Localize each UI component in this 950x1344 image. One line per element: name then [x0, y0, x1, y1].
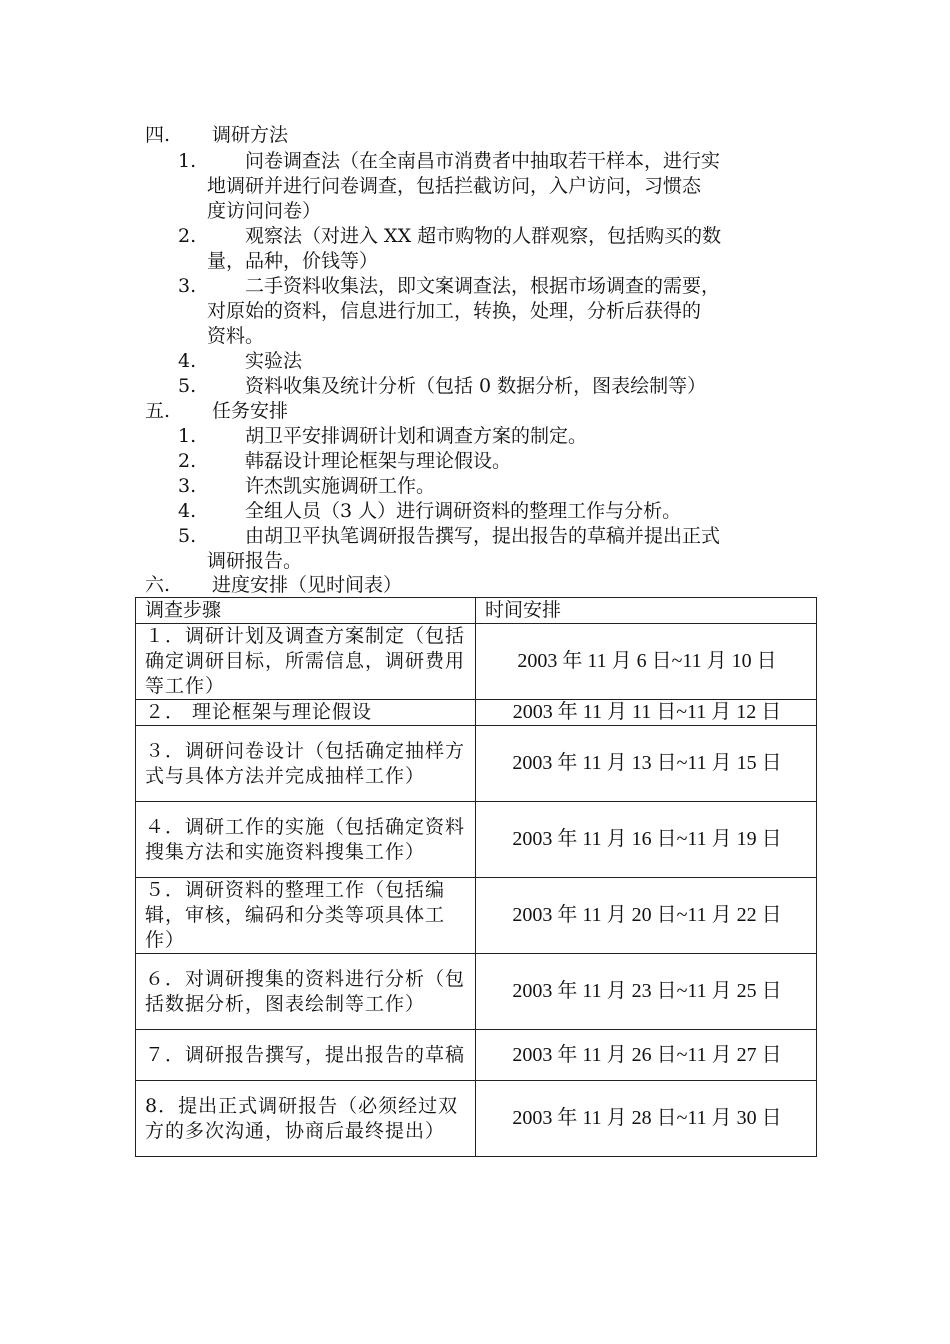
section-number: 五.: [145, 400, 171, 422]
time-cell: 2003 年 11 月 16 日~11 月 19 日: [476, 802, 817, 878]
schedule-table: [135, 597, 817, 1157]
item-text: 许杰凯实施调研工作。: [245, 475, 436, 497]
step-cell: ７．调研报告撰写，提出报告的草稿: [136, 1030, 476, 1081]
item-number: 5.: [178, 525, 197, 547]
item-text: 全组人员（3 人）进行调研资料的整理工作与分析。: [245, 500, 682, 522]
item-number: 1.: [178, 425, 197, 447]
item-number: 4.: [178, 500, 197, 522]
item-number: 2.: [178, 225, 197, 247]
item-number: 3.: [178, 275, 197, 297]
item-text: 实验法: [245, 350, 303, 372]
time-cell: 2003 年 11 月 28 日~11 月 30 日: [476, 1081, 817, 1157]
step-cell: ６．对调研搜集的资料进行分析（包括数据分析，图表绘制等工作）: [136, 954, 476, 1030]
table-row: [136, 878, 817, 954]
item-text: 问卷调查法（在全南昌市消费者中抽取若干样本，进行实: [245, 150, 721, 172]
time-cell: 2003 年 11 月 26 日~11 月 27 日: [476, 1030, 817, 1081]
table-header-row: [136, 598, 817, 624]
section-title: 任务安排: [212, 400, 289, 422]
table-row: [136, 954, 817, 1030]
table-row: [136, 624, 817, 700]
item-text: 韩磊设计理论框架与理论假设。: [245, 450, 512, 472]
item-text-continued: 资料。: [207, 325, 265, 347]
item-text-continued: 量，品种，价钱等）: [207, 250, 379, 272]
section-title: 调研方法: [212, 124, 289, 146]
item-number: 2.: [178, 450, 197, 472]
item-text: 由胡卫平执笔调研报告撰写，提出报告的草稿并提出正式: [245, 525, 721, 547]
item-text-continued: 度访问问卷）: [207, 200, 322, 222]
column-header-time: 时间安排: [476, 598, 817, 624]
step-cell: ２． 理论框架与理论假设: [136, 700, 476, 726]
column-header-step: 调查步骤: [136, 598, 476, 624]
item-text: 观察法（对进入 XX 超市购物的人群观察，包括购买的数: [245, 225, 722, 247]
item-text: 胡卫平安排调研计划和调查方案的制定。: [245, 425, 588, 447]
item-number: 5.: [178, 375, 197, 397]
item-text-continued: 地调研并进行问卷调查，包括拦截访问，入户访问，习惯态: [207, 175, 702, 197]
table-row: [136, 726, 817, 802]
item-number: 3.: [178, 475, 197, 497]
item-text: 二手资料收集法，即文案调查法，根据市场调查的需要，: [245, 275, 721, 297]
time-cell: 2003 年 11 月 11 日~11 月 12 日: [476, 700, 817, 726]
item-text-continued: 对原始的资料，信息进行加工，转换，处理，分析后获得的: [207, 300, 702, 322]
step-cell: ５．调研资料的整理工作（包括编辑，审核，编码和分类等项具体工作）: [136, 878, 476, 954]
table-row: [136, 1030, 817, 1081]
step-cell: １．调研计划及调查方案制定（包括确定调研目标，所需信息，调研费用等工作）: [136, 624, 476, 700]
time-cell: 2003 年 11 月 23 日~11 月 25 日: [476, 954, 817, 1030]
step-cell: 8．提出正式调研报告（必须经过双方的多次沟通，协商后最终提出）: [136, 1081, 476, 1157]
step-cell: ４．调研工作的实施（包括确定资料搜集方法和实施资料搜集工作）: [136, 802, 476, 878]
section-number: 四.: [145, 124, 171, 146]
item-number: 1.: [178, 150, 197, 172]
item-number: 4.: [178, 350, 197, 372]
item-text-continued: 调研报告。: [207, 550, 303, 572]
section-title: 进度安排（见时间表）: [212, 574, 403, 596]
table-row: [136, 1081, 817, 1157]
table-row: [136, 700, 817, 726]
time-cell: 2003 年 11 月 6 日~11 月 10 日: [476, 624, 817, 700]
step-cell: ３．调研问卷设计（包括确定抽样方式与具体方法并完成抽样工作）: [136, 726, 476, 802]
time-cell: 2003 年 11 月 20 日~11 月 22 日: [476, 878, 817, 954]
section-number: 六.: [145, 574, 171, 596]
time-cell: 2003 年 11 月 13 日~11 月 15 日: [476, 726, 817, 802]
table-row: [136, 802, 817, 878]
item-text: 资料收集及统计分析（包括 0 数据分析，图表绘制等）: [245, 375, 707, 397]
